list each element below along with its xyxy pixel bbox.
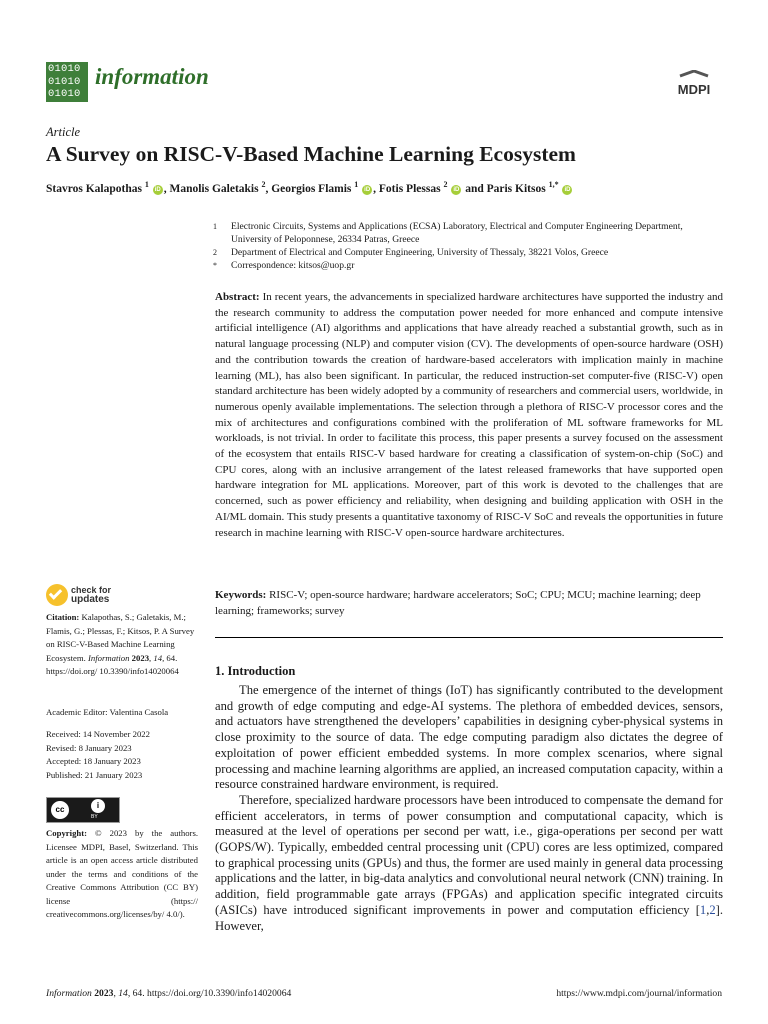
citation-link[interactable]: 2 (709, 902, 716, 917)
footer-journal-url[interactable]: https://www.mdpi.com/journal/information (556, 988, 722, 999)
affiliation-item: 2 Department of Electrical and Computer Engineering, University of Thessaly, 38221 Volos, Greece (213, 247, 609, 258)
citation-block: Citation: Kalapothas, S.; Galetakis, M.; Flamis, G.; Plessas, F.; Kitsos, P. A Survey on RISC-V-Based Machine Learning Ecosystem. Information 2023, 14, 64. https://doi.org/ 10.3390/info14020064 (46, 612, 195, 676)
logo-line: 01010 (48, 75, 81, 88)
abstract (215, 290, 723, 541)
published-date: Published: 21 January 2023 (46, 769, 143, 780)
cc-icon: cc (51, 801, 69, 819)
abstract-text: In recent years, the advancements in specialized hardware architectures have supported the industry and the research community to address the computation power needed for more enhanced and compute intensive artificial intelligence (AI) algorithms and applications that have already reached a substantial growth, such as in natural language processing (NLP) and computer vision (CV). The developments of open-source hardware (OSH) and the contribution towards the creation of hardware-based accelerators with implication mainly in machine learning (ML), has also been significant. In particular, the reduced instruction-set computer-five (RISC-V) open standard architecture has been widely adopted by a community of researchers and commercial users, worldwide, in numerous openly available implementations. The selection through a plethora of RISC-V processor cores and the mix of architectures and configurations combined with the proliferation of ML software frameworks for ML workloads, is not trivial. In order to facilitate this process, this paper presents a survey focused on the assessment of the ecosystem that entails RISC-V based hardware for creating a classification of system-on-chip (SoC) and CPU cores, along with an inclusive arrangement of the latest released frameworks that have supported open hardware integration for ML applications. Moreover, part of this work is devoted to the challenges that are concerned, such as power efficiency and reliability, when designing and building application with OSH in the AI/ML domain. This study presents a quantitative taxonomy of RISC-V SoC and reveals the opportunities in future research in machine learning with RISC-V open-source hardware architectures. (215, 291, 724, 539)
mdpi-logo (666, 70, 722, 100)
correspondence: * Correspondence: kitsos@uop.gr (213, 260, 355, 271)
attribution-icon: i (91, 799, 105, 813)
orcid-icon[interactable]: iD (453, 186, 460, 193)
affiliations (213, 220, 723, 272)
orcid-icon[interactable]: iD (154, 186, 161, 193)
citation-label: Citation: (46, 612, 80, 622)
keywords-text: RISC-V; open-source hardware; hardware accelerators; SoC; CPU; MCU; machine learning; deep learning; frameworks; survey (215, 589, 701, 617)
copyright-notice: Copyright: © 2023 by the authors. Licensee MDPI, Basel, Switzerland. This article is an open access article distributed under the terms and conditions of the Creative Commons Attribution (CC BY) license (https:// creativecommons.org/licenses/by/ 4.0/). (46, 828, 199, 919)
check-icon (46, 584, 68, 606)
revised-date: Revised: 8 January 2023 (46, 742, 132, 753)
article-type: Article (46, 125, 81, 139)
keywords-label: Keywords: (215, 589, 267, 601)
journal-logo (46, 62, 88, 102)
author-list: Stavros Kalapothas $^1$ iD , Manolis Galetakis $^2$, Georgios Flamis $^1$ iD , Fotis Plessas $^2$ iD and Paris Kitsos $^{1,*}$ iD (46, 180, 571, 195)
received-date: Received: 14 November 2022 (46, 729, 150, 739)
citation-doi[interactable]: , 64. https://doi.org/ 10.3390/info14020064 (46, 652, 179, 676)
author-affil-mark: 1 (354, 180, 359, 189)
check-for-updates-button[interactable]: check for updates (46, 584, 146, 608)
author-name: Fotis Plessas (378, 182, 441, 195)
logo-line: 01010 (48, 88, 81, 100)
author-affil-mark: 1 (144, 180, 149, 189)
section-heading: 1. Introduction (215, 664, 296, 678)
author-affil-mark: 2 (443, 180, 448, 189)
logo-line: 01010 (48, 63, 81, 75)
author-name: Paris Kitsos (486, 182, 546, 195)
author-affil-mark: 1,* (548, 180, 559, 189)
abstract-label: Abstract: (215, 291, 260, 303)
academic-editor: Academic Editor: Valentina Casola (46, 707, 169, 717)
affiliation-item: 1 Electronic Circuits, Systems and Applications (ECSA) Laboratory, Electrical and Computer Engineering Department, University of Peloponnese, 26334 Patras, Greece (213, 221, 683, 245)
paragraph: Therefore, specialized hardware processors have been introduced to compensate the demand for efficient accelerators, in terms of power consumption and computational capacity, which is measured at the level of operations per second per watt, i.e., giga-operations per second per watt (GOPS/W). Typically, embedded central processing unit (CPU) cores are less optimized, compared to graphical processing units (GPUs) and thus, the former are used mainly in general data processing applications and the latter, in big-data analytics and convolutional neural network (CNN) training. In addition, field programmable gate arrays (FPGAs) and application specific integrated circuits (ASICs) have introduced significant improvements in power and computation efficiency [1,2]. However, (215, 792, 723, 933)
author-name: Manolis Galetakis (169, 182, 259, 195)
dates (46, 728, 198, 782)
paragraph: The emergence of the internet of things (IoT) has significantly contributed to the development and growth of edge computing and edge-AI systems. The plethora of embedded devices, sensors, and actuators have strengthened the developers’ capabilities in designing cyber-physical systems in close proximity to the source of data. The edge computing paradigm also dictates the degree of exploitation of power efficient embedded systems. In more complex scenarios, where signal processing and machine learning algorithms are applied, an increased computation capacity, within a resource constrained hardware environment, is required. (215, 683, 723, 792)
copyright-label: Copyright: (46, 828, 88, 838)
author-name: Georgios Flamis (271, 182, 352, 195)
orcid-icon[interactable]: iD (364, 186, 371, 193)
cc-by-license-badge[interactable]: cc i BY (46, 797, 120, 823)
paper-title: A Survey on RISC-V-Based Machine Learning Ecosystem (46, 142, 576, 166)
citation-link[interactable]: 1 (699, 902, 707, 917)
journal-name: information (95, 64, 209, 89)
divider (215, 637, 723, 638)
author-affil-mark: 2 (261, 180, 266, 189)
author-name: Stavros Kalapothas (46, 182, 142, 195)
svg-text:MDPI: MDPI (677, 82, 711, 97)
body-text (215, 683, 723, 934)
accepted-date: Accepted: 18 January 2023 (46, 756, 141, 766)
orcid-icon[interactable]: iD (564, 186, 571, 193)
footer-citation: Information 2023, 14, 64. https://doi.org/10.3390/info14020064 (46, 988, 292, 999)
keywords (215, 588, 723, 619)
